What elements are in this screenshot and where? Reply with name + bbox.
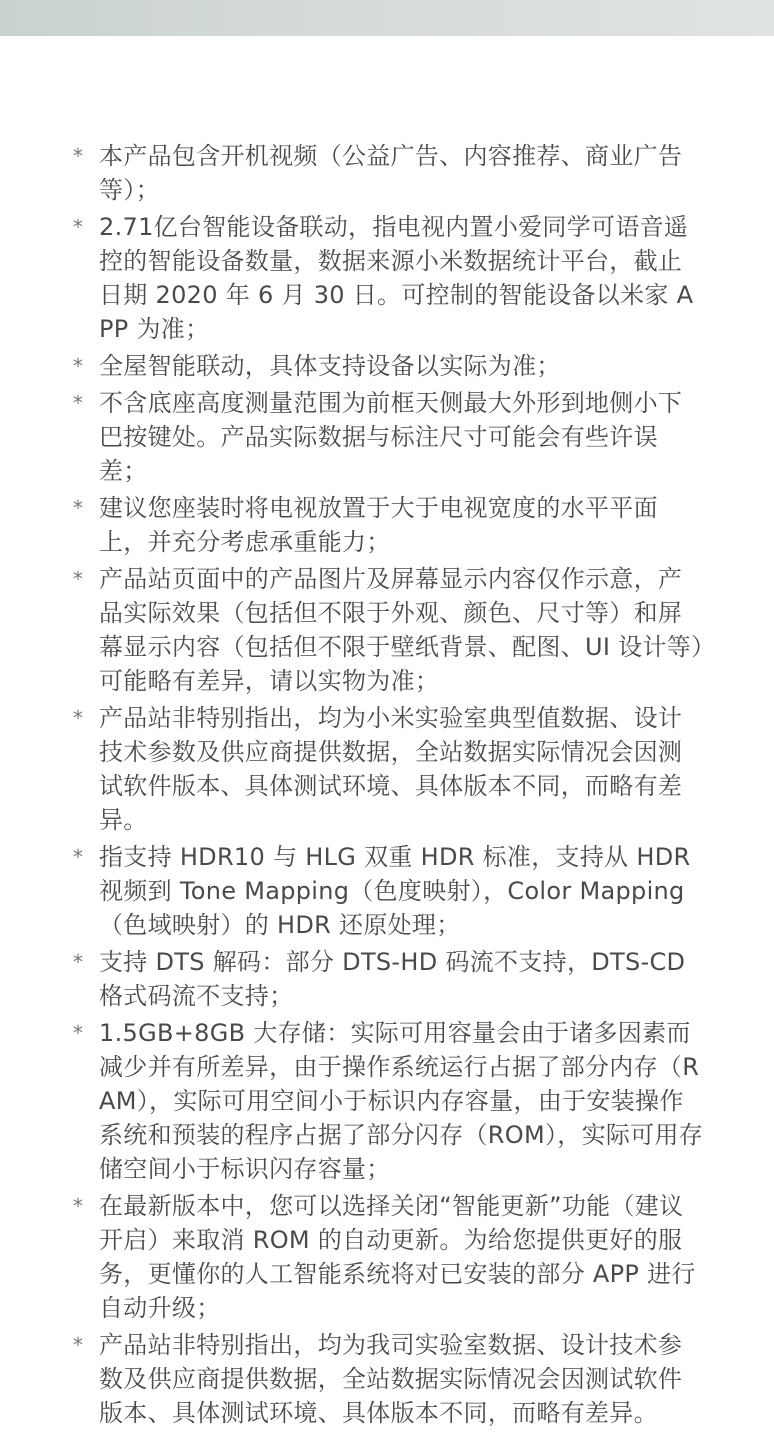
disclaimer-note <box>0 210 774 346</box>
disclaimer-notes-list <box>0 139 774 1433</box>
bullet-asterisk: * <box>73 567 84 591</box>
note-text: 不含底座高度测量范围为前框天侧最大外形到地侧小下巴按键处。产品实际数据与标注尺寸可能会有些许误差； <box>99 389 683 485</box>
bullet-asterisk: * <box>73 354 84 378</box>
bullet-asterisk: * <box>73 706 84 730</box>
disclaimer-note <box>0 945 774 1013</box>
disclaimer-note <box>0 386 774 488</box>
note-text: 全屋智能联动，具体支持设备以实际为准； <box>99 352 561 380</box>
bullet-asterisk: * <box>73 144 84 168</box>
note-text: 产品站非特别指出，均为小米实验室典型值数据、设计技术参数及供应商提供数据，全站数据实际情况会因测试软件版本、具体测试环境、具体版本不同，而略有差异。 <box>99 704 683 834</box>
disclaimer-note <box>0 701 774 837</box>
disclaimer-note <box>0 840 774 942</box>
bullet-asterisk: * <box>73 215 84 239</box>
disclaimer-note <box>0 349 774 383</box>
bullet-asterisk: * <box>73 950 84 974</box>
note-text: 本产品包含开机视频（公益广告、内容推荐、商业广告等）； <box>99 142 683 204</box>
note-text: 2.71亿台智能设备联动，指电视内置小爱同学可语音遥控的智能设备数量，数据来源小米数据统计平台，截止日期 2020 年 6 月 30 日。可控制的智能设备以米家 APP 为准； <box>99 213 694 343</box>
disclaimer-note <box>0 139 774 207</box>
bullet-asterisk: * <box>73 1021 84 1045</box>
disclaimer-note <box>0 491 774 559</box>
bullet-asterisk: * <box>73 391 84 415</box>
note-text: 在最新版本中，您可以选择关闭“智能更新”功能（建议开启）来取消 ROM 的自动更新。为给您提供更好的服务，更懂你的人工智能系统将对已安装的部分 APP 进行自动升级； <box>99 1192 696 1322</box>
note-text: 产品站非特别指出，均为我司实验室数据、设计技术参数及供应商提供数据，全站数据实际情况会因测试软件版本、具体测试环境、具体版本不同，而略有差异。 <box>99 1331 683 1427</box>
bullet-asterisk: * <box>73 1333 84 1357</box>
disclaimer-note <box>0 562 774 698</box>
bullet-asterisk: * <box>73 1194 84 1218</box>
note-text: 产品站页面中的产品图片及屏幕显示内容仅作示意，产品实际效果（包括但不限于外观、颜色、尺寸等）和屏幕显示内容（包括但不限于壁纸背景、配图、UI 设计等）可能略有差异，请以实物为准； <box>99 565 704 695</box>
disclaimer-note <box>0 1189 774 1325</box>
note-text: 支持 DTS 解码：部分 DTS-HD 码流不支持，DTS-CD 格式码流不支持； <box>99 948 686 1010</box>
disclaimer-note <box>0 1328 774 1430</box>
bullet-asterisk: * <box>73 496 84 520</box>
note-text: 指支持 HDR10 与 HLG 双重 HDR 标准，支持从 HDR 视频到 Tone Mapping（色度映射），Color Mapping（色域映射）的 HDR 还原处理； <box>99 843 691 939</box>
note-text: 建议您座装时将电视放置于大于电视宽度的水平平面上，并充分考虑承重能力； <box>99 494 658 556</box>
note-text: 1.5GB+8GB 大存储：实际可用容量会由于诸多因素而减少并有所差异，由于操作系统运行占据了部分内存（RAM），实际可用空间小于标识内存容量，由于安装操作系统和预装的程序占据了部分闪存（ROM），实际可用存储空间小于标识闪存容量； <box>99 1019 704 1183</box>
top-banner-strip <box>0 0 774 36</box>
bullet-asterisk: * <box>73 845 84 869</box>
disclaimer-note <box>0 1016 774 1186</box>
